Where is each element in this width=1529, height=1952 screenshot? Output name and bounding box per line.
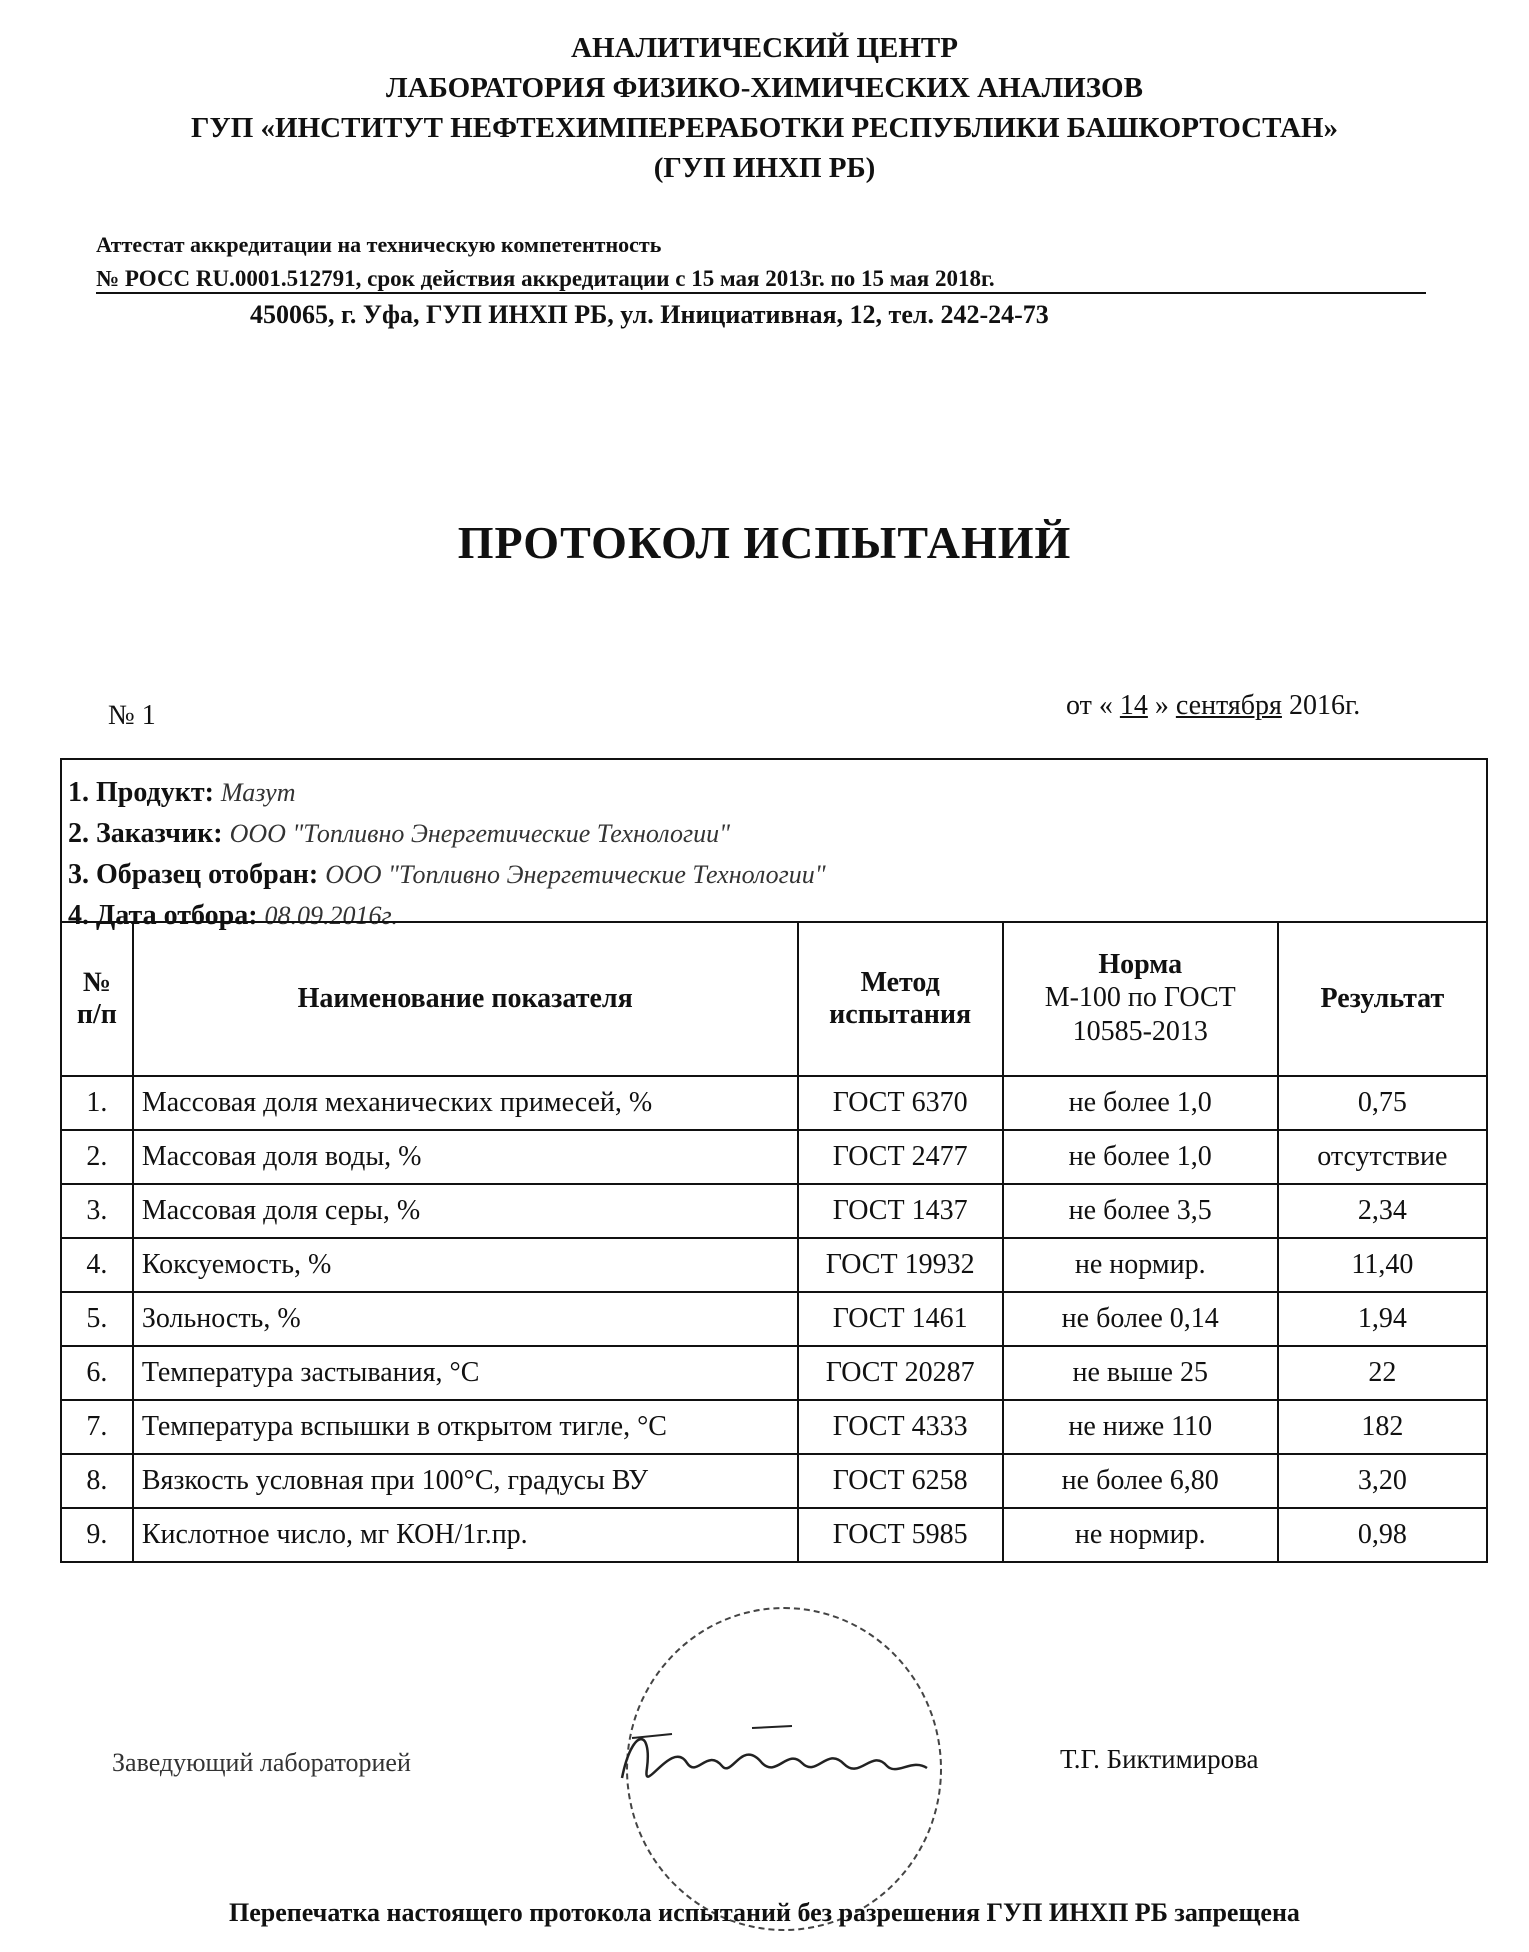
cell-name: Температура вспышки в открытом тигле, °С: [133, 1400, 798, 1454]
date-year: 2016г.: [1288, 690, 1361, 721]
cell-num: 5.: [61, 1292, 133, 1346]
date-prefix: от «: [1066, 690, 1113, 721]
info-sample-date: 4. Дата отбора: 08.09.2016г.: [68, 900, 398, 931]
date-month: сентября: [1175, 690, 1282, 721]
info-product: 1. Продукт: Мазут: [68, 777, 296, 808]
cell-method: ГОСТ 5985: [798, 1508, 1003, 1562]
protocol-date: [1066, 690, 1360, 722]
table-row: [61, 1130, 1487, 1184]
cell-method: ГОСТ 19932: [798, 1238, 1003, 1292]
signatory-name: Т.Г. Биктимирова: [1060, 1744, 1259, 1774]
info-sampled-by: 3. Образец отобран: ООО "Топливно Энергетические Технологии": [68, 859, 826, 890]
page-title: ПРОТОКОЛ ИСПЫТАНИЙ: [457, 517, 1072, 568]
table-row: [61, 1238, 1487, 1292]
address: 450065, г. Уфа, ГУП ИНХП РБ, ул. Инициативная, 12, тел. 242-24-73: [250, 300, 1049, 329]
cell-method: ГОСТ 2477: [798, 1130, 1003, 1184]
col-header-norm: [1003, 922, 1278, 1076]
info-block: [68, 772, 826, 936]
cell-result: 2,34: [1278, 1184, 1487, 1238]
header-line-3: ГУП «ИНСТИТУТ НЕФТЕХИМПЕРЕРАБОТКИ РЕСПУБЛИКИ БАШКОРТОСТАН»: [191, 112, 1338, 144]
date-day: 14: [1119, 690, 1148, 721]
cell-method: ГОСТ 6370: [798, 1076, 1003, 1130]
cell-method: ГОСТ 20287: [798, 1346, 1003, 1400]
col-header-result: Результат: [1278, 922, 1487, 1076]
cell-result: 3,20: [1278, 1454, 1487, 1508]
cell-norm: не нормир.: [1003, 1508, 1278, 1562]
cell-method: ГОСТ 6258: [798, 1454, 1003, 1508]
table-row: [61, 1184, 1487, 1238]
table-row: [61, 1400, 1487, 1454]
header-line-2: ЛАБОРАТОРИЯ ФИЗИКО-ХИМИЧЕСКИХ АНАЛИЗОВ: [386, 72, 1143, 104]
cell-result: 1,94: [1278, 1292, 1487, 1346]
info-right-border: [1486, 758, 1488, 923]
accreditation-line-1: Аттестат аккредитации на техническую компетентность: [96, 232, 662, 257]
cell-name: Массовая доля серы, %: [133, 1184, 798, 1238]
norm-label: Норма: [1098, 949, 1183, 980]
cell-num: 3.: [61, 1184, 133, 1238]
cell-num: 6.: [61, 1346, 133, 1400]
info-left-border: [60, 758, 62, 923]
table-row: [61, 1454, 1487, 1508]
cell-result: 182: [1278, 1400, 1487, 1454]
cell-result: 0,98: [1278, 1508, 1487, 1562]
cell-name: Температура застывания, °С: [133, 1346, 798, 1400]
header-line-1: АНАЛИТИЧЕСКИЙ ЦЕНТР: [571, 32, 958, 64]
table-row: [61, 1076, 1487, 1130]
protocol-number: № 1: [108, 700, 156, 731]
table-row: [61, 1346, 1487, 1400]
cell-result: 0,75: [1278, 1076, 1487, 1130]
table-row: [61, 1292, 1487, 1346]
cell-name: Вязкость условная при 100°С, градусы ВУ: [133, 1454, 798, 1508]
cell-num: 7.: [61, 1400, 133, 1454]
cell-method: ГОСТ 4333: [798, 1400, 1003, 1454]
cell-method: ГОСТ 1461: [798, 1292, 1003, 1346]
cell-num: 4.: [61, 1238, 133, 1292]
cell-num: 1.: [61, 1076, 133, 1130]
header-line-4: (ГУП ИНХП РБ): [653, 152, 876, 184]
norm-sub: М-100 по ГОСТ 10585-2013: [1044, 982, 1236, 1047]
cell-norm: не выше 25: [1003, 1346, 1278, 1400]
cell-method: ГОСТ 1437: [798, 1184, 1003, 1238]
table-row: [61, 1508, 1487, 1562]
cell-norm: не ниже 110: [1003, 1400, 1278, 1454]
footer-notice: Перепечатка настоящего протокола испытаний без разрешения ГУП ИНХП РБ запрещена: [229, 1898, 1300, 1927]
col-header-num: № п/п: [61, 922, 133, 1076]
cell-norm: не нормир.: [1003, 1238, 1278, 1292]
cell-name: Массовая доля механических примесей, %: [133, 1076, 798, 1130]
accreditation-divider: [96, 292, 1426, 294]
col-header-method: Метод испытания: [798, 922, 1003, 1076]
cell-name: Коксуемость, %: [133, 1238, 798, 1292]
cell-name: Зольность, %: [133, 1292, 798, 1346]
results-table: [60, 921, 1488, 1563]
cell-name: Кислотное число, мг КОН/1г.пр.: [133, 1508, 798, 1562]
cell-num: 8.: [61, 1454, 133, 1508]
cell-num: 2.: [61, 1130, 133, 1184]
cell-result: 22: [1278, 1346, 1487, 1400]
cell-result: 11,40: [1278, 1238, 1487, 1292]
cell-result: отсутствие: [1278, 1130, 1487, 1184]
cell-norm: не более 6,80: [1003, 1454, 1278, 1508]
table-header-row: [61, 922, 1487, 1076]
signatory-position: Заведующий лабораторией: [112, 1748, 411, 1777]
cell-norm: не более 1,0: [1003, 1130, 1278, 1184]
info-top-border: [60, 758, 1488, 760]
cell-norm: не более 1,0: [1003, 1076, 1278, 1130]
cell-norm: не более 3,5: [1003, 1184, 1278, 1238]
col-header-name: Наименование показателя: [133, 922, 798, 1076]
date-mid: »: [1154, 690, 1169, 721]
cell-norm: не более 0,14: [1003, 1292, 1278, 1346]
info-customer: 2. Заказчик: ООО "Топливно Энергетические Технологии": [68, 818, 730, 849]
cell-num: 9.: [61, 1508, 133, 1562]
accreditation-line-2: № РОСС RU.0001.512791, срок действия аккредитации с 15 мая 2013г. по 15 мая 2018г.: [96, 266, 995, 291]
cell-name: Массовая доля воды, %: [133, 1130, 798, 1184]
signature-image: [612, 1708, 942, 1818]
